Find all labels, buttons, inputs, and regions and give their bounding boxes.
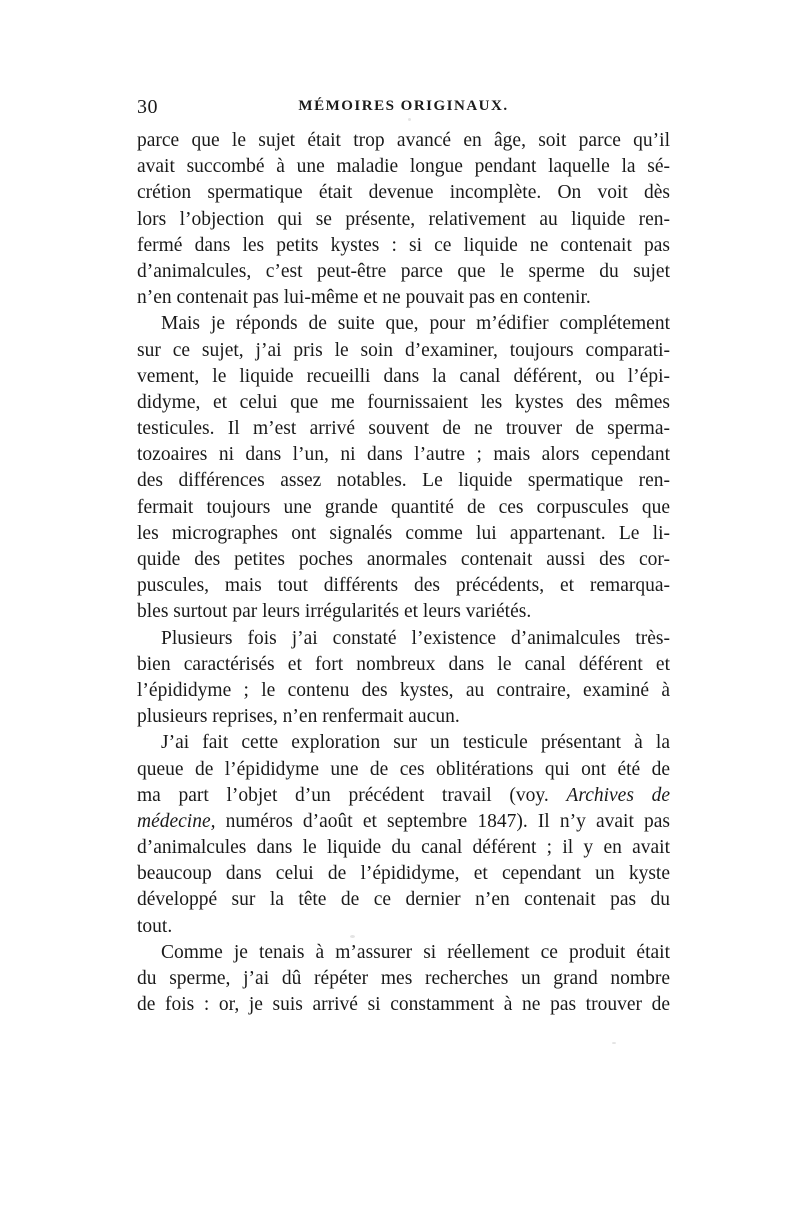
text-line-mixed: [137, 809, 670, 835]
text-line: les micrographes ont signalés comme lui appartenant. Le li-: [137, 522, 670, 544]
text-line: avait succombé à une maladie longue pendant laquelle la sé-: [137, 156, 670, 178]
paper-speck: [612, 1042, 616, 1044]
text-line: n’en contenait pas lui-même et ne pouvait pas en contenir.: [137, 287, 591, 309]
text-line: fermait toujours une grande quantité de ces corpuscules que: [137, 496, 670, 518]
text-line: du sperme, j’ai dû répéter mes recherches un grand nombre: [137, 968, 670, 989]
text-line: bles surtout par leurs irrégularités et leurs variétés.: [137, 601, 532, 623]
running-head: [137, 96, 670, 126]
paper-speck: [350, 935, 355, 938]
text-line: développé sur la tête de ce dernier n’en contenait pas du: [137, 889, 670, 911]
text-line: queue de l’épididyme une de ces oblitérations qui ont été de: [137, 758, 670, 780]
journal-title-italic: médecine,: [137, 810, 216, 832]
journal-title-italic: Archives de: [566, 784, 670, 806]
text-line: crétion spermatique était devenue incomplète. On voit dès: [137, 182, 670, 204]
text-line: Mais je réponds de suite que, pour m’édifier complétement: [161, 313, 670, 335]
text-line: didyme, et celui que me fournissaient les kystes des mêmes: [137, 391, 670, 413]
text-line: beaucoup dans celui de l’épididyme, et cependant un kyste: [137, 863, 670, 885]
text-line: fermé dans les petits kystes : si ce liquide ne contenait pas: [137, 234, 670, 256]
text-line: d’animalcules dans le liquide du canal déférent ; il y en avait: [137, 837, 670, 859]
text-line: des différences assez notables. Le liquide spermatique ren-: [137, 470, 670, 492]
text-line: l’épididyme ; le contenu des kystes, au contraire, examiné à: [137, 679, 670, 701]
text-line: lors l’objection qui se présente, relativement au liquide ren-: [137, 208, 670, 230]
text-line: puscules, mais tout différents des précédents, et remarqua-: [137, 575, 670, 597]
text-line: sur ce sujet, j’ai pris le soin d’examiner, toujours comparati-: [137, 339, 670, 361]
running-title: MÉMOIRES ORIGINAUX.: [298, 98, 509, 114]
paper-speck: [408, 118, 411, 121]
text-line: tozoaires ni dans l’un, ni dans l’autre ; mais alors cependant: [137, 444, 670, 466]
text-segment: numéros d’août et septembre 1847). Il n’y avait pas: [215, 810, 670, 832]
text-line: tout.: [137, 915, 173, 937]
text-line: d’animalcules, c’est peut-être parce que le sperme du sujet: [137, 260, 670, 282]
body-text: [137, 128, 670, 1018]
page-number: 30: [137, 96, 158, 118]
text-line: testicules. Il m’est arrivé souvent de ne trouver de sperma-: [137, 418, 670, 440]
text-line: de fois : or, je suis arrivé si constamment à ne pas trouver de: [137, 994, 670, 1016]
text-line: plusieurs reprises, n’en renfermait aucun.: [137, 706, 460, 728]
text-line: quide des petites poches anormales contenait aussi des cor-: [137, 549, 670, 570]
text-line: bien caractérisés et fort nombreux dans le canal déférent et: [137, 653, 670, 675]
text-line: J’ai fait cette exploration sur un testicule présentant à la: [161, 732, 670, 754]
text-line: vement, le liquide recueilli dans la canal déférent, ou l’épi-: [137, 365, 670, 387]
text-line-mixed: [137, 783, 670, 809]
text-segment: ma part l’objet d’un précédent travail (voy.: [137, 784, 567, 806]
text-line: Plusieurs fois j’ai constaté l’existence d’animalcules très-: [161, 627, 670, 649]
text-line: parce que le sujet était trop avancé en âge, soit parce qu’il: [137, 130, 670, 151]
text-line: Comme je tenais à m’assurer si réellement ce produit était: [161, 941, 670, 963]
